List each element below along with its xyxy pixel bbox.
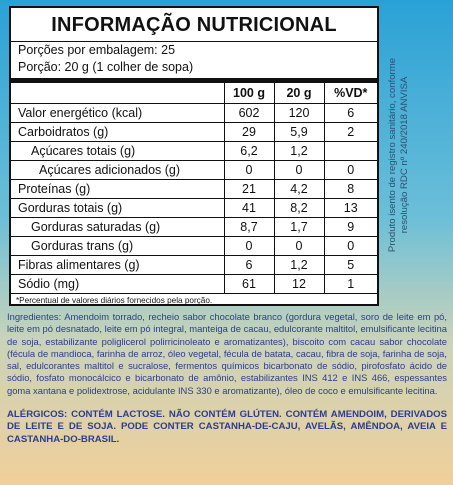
header-100g: 100 g bbox=[224, 83, 274, 103]
portion-size: Porção: 20 g (1 colher de sopa) bbox=[18, 60, 194, 74]
table-footnote: *Percentual de valores diários fornecidos pela porção. bbox=[16, 295, 213, 305]
ingredients-text: Ingredientes: Amendoim torrado, recheio sabor chocolate branco (gordura vegetal, soro de leite em pó, leite em pó desnatado, leite em pó integral, manteiga de cacau, edulcorante maltitol, emulsificante lecitina de soja, estabilizante poliglicerol polirricinoleato e aromatizantes), biscoito com cacau sabor chocolate (fécula de mandioca, farinha de arroz, óleo vegetal, fécula de batata, cacau, fibra de soja, farinha de soja, sal, edulcorantes maltitol e sucralose, fermentos químicos bicarbonato de sódio, pirofosfato ácido de sódio, fosfato monocálcico e bicarbonato de amônio, estabilizantes INS 412 e INS 466, espessantes goma xantana e polidextrose, acidulante INS 330 e aromatizante), óleo de coco e emulsificante lecitina. bbox=[7, 311, 447, 396]
header-vd: %VD* bbox=[324, 83, 377, 103]
nutrient-label: Fibras alimentares (g) bbox=[11, 255, 224, 274]
table-row bbox=[11, 122, 377, 141]
nutrient-label: Sódio (mg) bbox=[11, 274, 224, 293]
nutrient-label: Valor energético (kcal) bbox=[11, 103, 224, 122]
registration-note bbox=[381, 6, 417, 304]
table-row bbox=[11, 198, 377, 217]
value-100g: 61 bbox=[224, 274, 274, 293]
value-100g: 0 bbox=[224, 160, 274, 179]
value-20g: 4,2 bbox=[274, 179, 324, 198]
nutrient-label: Carboidratos (g) bbox=[11, 122, 224, 141]
table-row bbox=[11, 141, 377, 160]
value-vd: 8 bbox=[324, 179, 377, 198]
allergens-text: ALÉRGICOS: CONTÉM LACTOSE. NÃO CONTÉM GLÚTEN. CONTÉM AMENDOIM, DERIVADOS DE LEITE E DE SOJA. PODE CONTER CASTANHA-DE-CAJU, AVELÃS, AMÊNDOA, AVEIA E CASTANHA-DO-BRASIL. bbox=[7, 409, 447, 445]
table-row bbox=[11, 160, 377, 179]
nutrient-label: Gorduras trans (g) bbox=[11, 236, 224, 255]
value-20g: 1,7 bbox=[274, 217, 324, 236]
header-20g: 20 g bbox=[274, 83, 324, 103]
value-vd: 1 bbox=[324, 274, 377, 293]
registration-note-line2: resolução RDC nº 240/2018 ANVISA bbox=[399, 76, 410, 234]
header-row bbox=[11, 83, 377, 103]
table-row bbox=[11, 274, 377, 293]
value-vd: 9 bbox=[324, 217, 377, 236]
value-vd: 2 bbox=[324, 122, 377, 141]
nutrient-label: Gorduras totais (g) bbox=[11, 198, 224, 217]
table-row bbox=[11, 103, 377, 122]
value-20g: 1,2 bbox=[274, 141, 324, 160]
nutrient-rows bbox=[11, 103, 377, 293]
nutrient-label: Açúcares totais (g) bbox=[11, 141, 224, 160]
header-label-cell bbox=[11, 83, 224, 103]
table-row bbox=[11, 255, 377, 274]
value-vd: 0 bbox=[324, 236, 377, 255]
nutrient-label: Proteínas (g) bbox=[11, 179, 224, 198]
value-vd bbox=[324, 141, 377, 160]
value-vd: 13 bbox=[324, 198, 377, 217]
table-row bbox=[11, 217, 377, 236]
nutrient-label: Gorduras saturadas (g) bbox=[11, 217, 224, 236]
value-20g: 1,2 bbox=[274, 255, 324, 274]
value-vd: 6 bbox=[324, 103, 377, 122]
value-vd: 5 bbox=[324, 255, 377, 274]
nutrient-label: Açúcares adicionados (g) bbox=[11, 160, 224, 179]
value-100g: 6,2 bbox=[224, 141, 274, 160]
value-20g: 120 bbox=[274, 103, 324, 122]
portions-per-package: Porções por embalagem: 25 bbox=[18, 43, 176, 57]
value-100g: 602 bbox=[224, 103, 274, 122]
value-100g: 41 bbox=[224, 198, 274, 217]
value-100g: 21 bbox=[224, 179, 274, 198]
value-100g: 29 bbox=[224, 122, 274, 141]
value-20g: 8,2 bbox=[274, 198, 324, 217]
value-vd: 0 bbox=[324, 160, 377, 179]
value-20g: 0 bbox=[274, 236, 324, 255]
table-row bbox=[11, 179, 377, 198]
table-row bbox=[11, 236, 377, 255]
nutrition-facts-table bbox=[9, 6, 379, 306]
value-100g: 0 bbox=[224, 236, 274, 255]
registration-note-line1: Produto isento de registro sanitário, conforme bbox=[387, 57, 398, 253]
table-title: INFORMAÇÃO NUTRICIONAL bbox=[11, 8, 377, 42]
value-100g: 6 bbox=[224, 255, 274, 274]
value-20g: 5,9 bbox=[274, 122, 324, 141]
nutrient-grid bbox=[11, 83, 377, 294]
value-100g: 8,7 bbox=[224, 217, 274, 236]
value-20g: 0 bbox=[274, 160, 324, 179]
value-20g: 12 bbox=[274, 274, 324, 293]
